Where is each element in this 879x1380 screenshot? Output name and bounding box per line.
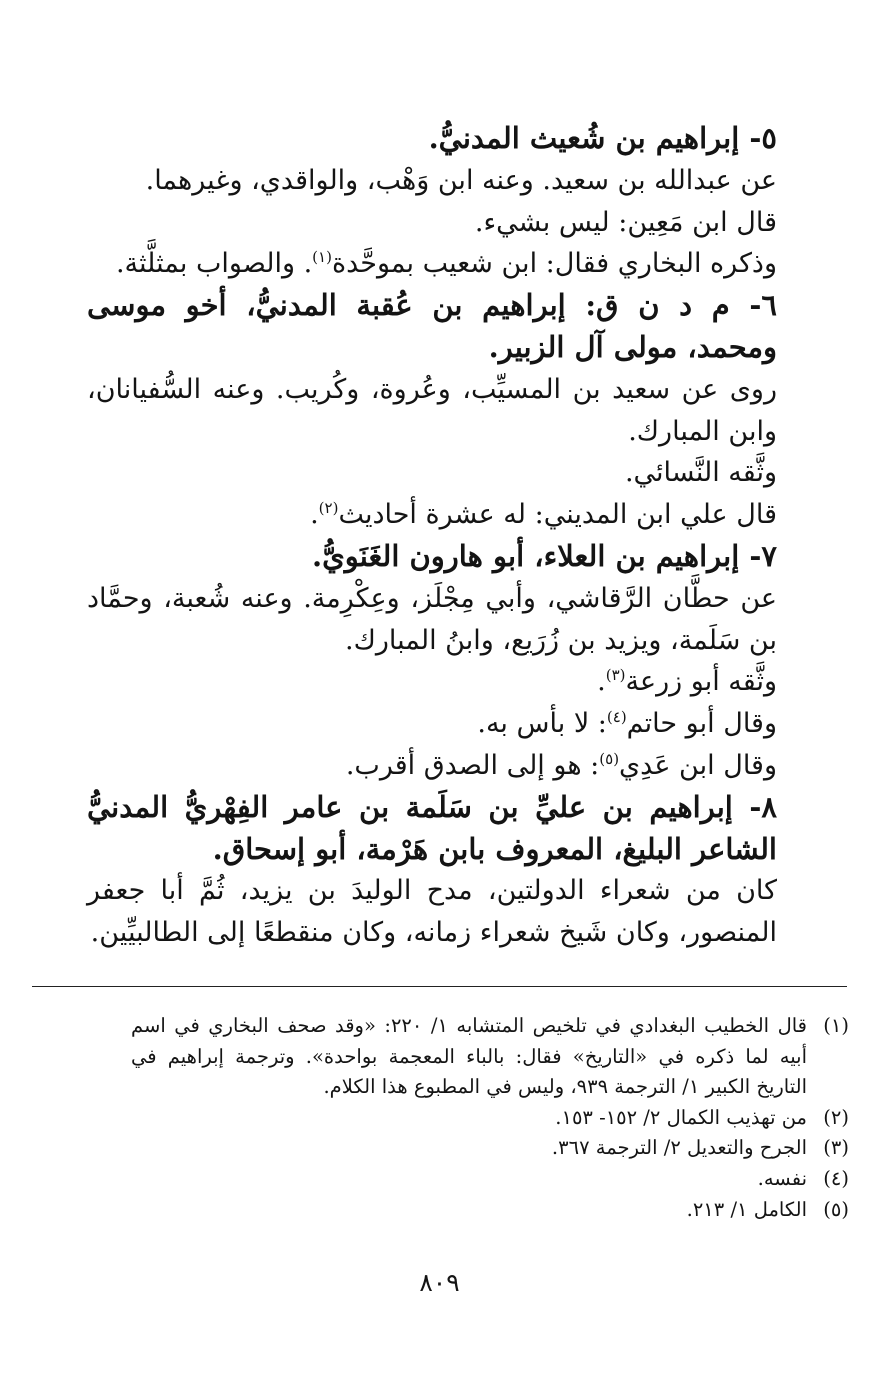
footnote-text: من تهذيب الكمال ٢/ ١٥٢- ١٥٣. <box>555 1105 807 1129</box>
entry-line <box>87 703 803 745</box>
footnote-number: (٢) <box>823 1105 849 1129</box>
footnotes <box>131 1011 849 1225</box>
footnote <box>131 1164 849 1195</box>
page-number: ٨٠٩ <box>419 1268 460 1297</box>
footnote-ref: (٣) <box>605 666 626 685</box>
entry-line <box>87 243 803 285</box>
footnote-number: (٣) <box>823 1136 849 1160</box>
entry-text: . <box>310 499 319 531</box>
entry-heading-6: ٦- م د ن ق: إبراهيم بن عُقبة المدنيُّ، أخو موسى ومحمد، مولى آل الزبير. <box>87 288 777 364</box>
entry-heading-5: ٥- إبراهيم بن شُعيث المدنيُّ. <box>428 121 777 155</box>
entry-text: قال علي ابن المديني: له عشرة أحاديث <box>338 499 777 531</box>
footnote-text: قال الخطيب البغدادي في تلخيص المتشابه ١/ ٢٢٠: «وقد صحف البخاري في اسم أبيه لما ذكره في «التاريخ» فقال: بالباء المعجمة بواحدة». وترجمة إبراهيم في التاريخ الكبير ١/ الترجمة ٩٣٩، وليس في المطبوع هذا الكلام. <box>131 1014 807 1099</box>
entry-text: : لا بأس به. <box>477 708 607 740</box>
footnote <box>131 1011 849 1103</box>
entry-heading-7: ٧- إبراهيم بن العلاء، أبو هارون الغَنَويُّ. <box>311 538 777 573</box>
entry-line: كان من شعراء الدولتين، مدح الوليدَ بن يزيد، ثُمَّ أبا جعفر المنصور، وكان شَيخ شعراء زمانه، وكان منقطعًا إلى الطالبيِّين. <box>87 875 777 949</box>
entry-text: . <box>597 666 606 698</box>
entry-line: روى عن سعيد بن المسيِّب، وعُروة، وكُريب. وعنه السُّفيانان، وابن المبارك. <box>87 373 777 447</box>
footnote-divider <box>32 986 847 987</box>
main-text <box>87 118 803 954</box>
footnote-text: الكامل ١/ ٢١٣. <box>686 1197 807 1221</box>
entry-text: وثَّقه أبو زرعة <box>625 666 777 698</box>
entry-text: وقال أبو حاتم <box>626 708 777 740</box>
entry-text: وذكره البخاري فقال: ابن شعيب بموحَّدة <box>331 248 777 280</box>
footnote <box>131 1133 849 1164</box>
entry-line <box>87 661 803 703</box>
footnote <box>131 1103 849 1134</box>
entry-line <box>87 494 803 536</box>
entry-heading-8: ٨- إبراهيم بن عليِّ بن سَلَمة بن عامر الفِهْريُّ المدنيُّ الشاعر البليغ، المعروف بابن هَرْمة، أبو إسحاق. <box>87 789 777 866</box>
footnote-ref: (٢) <box>318 499 339 518</box>
footnote-number: (٤) <box>823 1166 849 1190</box>
entry-line: عن حطَّان الرَّقاشي، وأبي مِجْلَز، وعِكْرِمة. وعنه شُعبة، وحمَّاد بن سَلَمة، ويزيد بن زُرَيع، وابنُ المبارك. <box>87 582 777 656</box>
footnote-text: نفسه. <box>757 1166 807 1190</box>
entry-text: . والصواب بمثلَّثة. <box>115 248 313 280</box>
footnote-ref: (٥) <box>599 749 620 768</box>
footnote-number: (١) <box>823 1014 849 1037</box>
entry-line: وثَّقه النَّسائي. <box>624 457 777 489</box>
footnote-ref: (٤) <box>606 708 627 727</box>
entry-line <box>87 745 803 787</box>
entry-text: : هو إلى الصدق أقرب. <box>345 749 600 781</box>
footnote <box>131 1195 849 1226</box>
footnote-text: الجرح والتعديل ٢/ الترجمة ٣٦٧. <box>551 1136 807 1160</box>
footnote-ref: (١) <box>312 248 332 267</box>
entry-line: عن عبدالله بن سعيد. وعنه ابن وَهْب، والواقدي، وغيرهما. <box>145 164 777 196</box>
entry-text: وقال ابن عَدِي <box>619 749 777 781</box>
footnote-number: (٥) <box>823 1197 849 1221</box>
entry-line: قال ابن مَعِين: ليس بشيء. <box>474 206 777 238</box>
